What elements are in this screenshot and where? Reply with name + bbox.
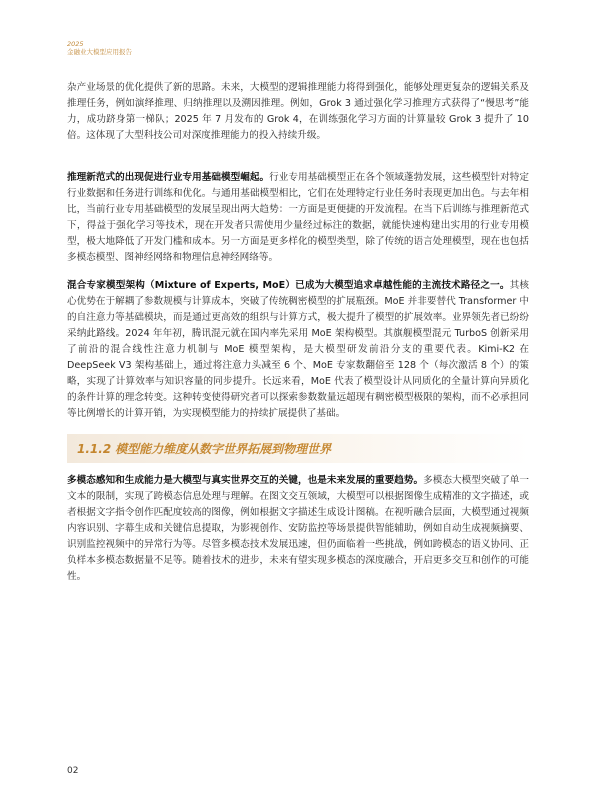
- paragraph-1-text: 杂产业场景的优化提供了新的思路。未来，大模型的逻辑推理能力将得到强化，能够处理更复杂的逻辑关系及推理任务，例如演绎推理、归纳推理以及溯因推理。例如，Grok 3 通过强化学习推理方式获得了“慢思考”能力，成功跻身第一梯队；2025 年 7 月发布的 Grok 4，在训练强化学习方面的计算量较 Grok 3 提升了 10 倍。这体现了大型科技公司对深度推理能力的投入持续升级。: [67, 82, 529, 141]
- section-number: 1.1.2: [77, 442, 112, 456]
- paragraph-4: [67, 473, 529, 585]
- header-year: 2025: [67, 40, 84, 48]
- page-content: [67, 80, 529, 597]
- paragraph-3-lead: 混合专家模型架构（Mixture of Experts, MoE）已成为大模型追求卓越性能的主流技术路径之一。: [67, 280, 510, 291]
- section-title: 模型能力维度从数字世界拓展到物理世界: [115, 442, 332, 456]
- paragraph-3-text: 其核心优势在于解耦了参数规模与计算成本，突破了传统稠密模型的扩展瓶颈。MoE 并非要替代 Transformer 中的自注意力等基础模块，而是通过更高效的组织与计算方式，极大提升了模型的扩展效率。业界领先者已纷纷采纳此路线。2024 年年初，腾讯混元就在国内率先采用 MoE 架构模型。其旗舰模型混元 TurboS 创新采用了前沿的混合线性注意力机制与 MoE 模型架构，是大模型研发前沿分支的重要代表。Kimi-K2 在 DeepSeek V3 架构基础上，通过将注意力头减至 6 个、MoE 专家数翻倍至 128 个（每次激活 8 个）的策略，实现了计算效率与知识容量的同步提升。长远来看，MoE 代表了模型设计从同质化的全量计算向异质化的条件计算的理念转变。这种转变使得研究者可以探索参数数量远超现有稠密模型极限的架构，而不必承担同等比例增长的计算开销，为实现模型能力的持续扩展提供了基础。: [67, 280, 530, 419]
- paragraph-3: [67, 278, 529, 422]
- paragraph-2-lead: 推理新范式的出现促进行业专用基础模型崛起。: [67, 172, 270, 183]
- paragraph-2-text: 行业专用基础模型正在各个领域蓬勃发展，这些模型针对特定行业数据和任务进行训练和优化。与通用基础模型相比，它们在处理特定行业任务时表现更加出色。与去年相比，当前行业专用基础模型的发展呈现出两大趋势：一方面是更便捷的开发流程。在当下后训练与推理新范式下，得益于强化学习等技术，现在开发者只需使用少量经过标注的数据，就能快速构建出实用的行业专用模型，极大地降低了开发门槛和成本。另一方面是更多样化的模型类型，除了传统的语言处理模型，现在也包括多模态模型、图神经网络和物理信息神经网络等。: [67, 172, 530, 263]
- section-heading: [67, 434, 529, 463]
- page-number: 02: [67, 766, 79, 776]
- paragraph-4-text: 多模态大模型突破了单一文本的限制，实现了跨模态信息处理与理解。在图文交互领域，大模型可以根据图像生成精准的文字描述，或者根据文字指令创作匹配度较高的图像，例如根据文字描述生成设计图稿。在视听融合层面，大模型通过视频内容识别、字幕生成和关键信息提取，为影视创作、安防监控等场景提供智能辅助，例如自动生成视频摘要、识别监控视频中的异常行为等。尽管多模态技术发展迅速，但仍面临着一些挑战，例如跨模态的语义协同、正负样本多模态数据量不足等。随着技术的进步，未来有望实现多模态的深度融合，开启更多交互和创作的可能性。: [67, 475, 530, 582]
- report-header: [67, 40, 132, 56]
- paragraph-2: [67, 170, 529, 266]
- paragraph-1: [67, 80, 529, 144]
- header-title: 金融业大模型应用报告: [67, 48, 132, 56]
- paragraph-4-lead: 多模态感知和生成能力是大模型与真实世界交互的关键，也是未来发展的重要趋势。: [67, 475, 424, 486]
